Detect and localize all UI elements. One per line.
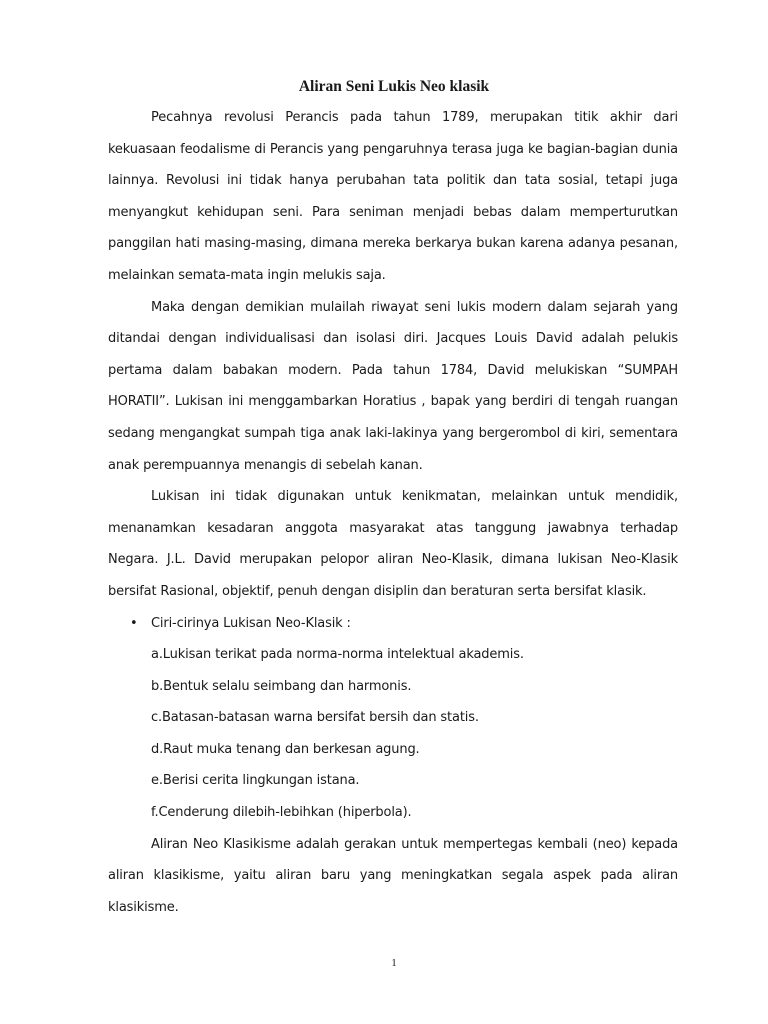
list-item: e.Berisi cerita lingkungan istana. <box>151 773 360 789</box>
document-title: Aliran Seni Lukis Neo klasik <box>298 78 490 95</box>
paragraph-closing: Aliran Neo Klasikisme adalah gerakan untuk mempertegas kembali (neo) kepada aliran klasikisme, yaitu aliran baru yang meningkatkan segala aspek pada aliran klasikisme. <box>108 836 678 915</box>
list-item: f.Cenderung dilebih-lebihkan (hiperbola). <box>151 805 412 821</box>
list-item: b.Bentuk selalu seimbang dan harmonis. <box>151 678 412 694</box>
list-heading: Ciri-cirinya Lukisan Neo-Klasik : <box>151 615 351 631</box>
paragraph-david: Maka dengan demikian mulailah riwayat seni lukis modern dalam sejarah yang ditandai dengan individualisasi dan isolasi diri. Jacques Louis David adalah pelukis pertama dalam babakan modern. Pada tahun 1784, David melukiskan “SUMPAH HORATII”. Lukisan ini menggambarkan Horatius , bapak yang berdiri di tengah ruangan sedang mengangkat sumpah tiga anak laki-lakinya yang bergerombol di kiri, sementara anak perempuannya menangis di sebelah kanan. <box>108 299 678 473</box>
list-heading-row <box>108 608 678 640</box>
paragraph-lukisan: Lukisan ini tidak digunakan untuk kenikmatan, melainkan untuk mendidik, menanamkan kesadaran anggota masyarakat atas tanggung jawabnya terhadap Negara. J.L. David merupakan pelopor aliran Neo-Klasik, dimana lukisan Neo-Klasik bersifat Rasional, objektif, penuh dengan disiplin dan beraturan serta bersifat klasik. <box>108 489 678 599</box>
paragraph-revolusi: Pecahnya revolusi Perancis pada tahun 1789, merupakan titik akhir dari kekuasaan feodalisme di Perancis yang pengaruhnya terasa juga ke bagian-bagian dunia lainnya. Revolusi ini tidak hanya perubahan tata politik dan tata sosial, tetapi juga menyangkut kehidupan seni. Para seniman menjadi bebas dalam memperturutkan panggilan hati masing-masing, dimana mereka berkarya bukan karena adanya pesanan, melainkan semata-mata ingin melukis saja. <box>108 110 678 283</box>
bullet-icon: • <box>130 615 138 631</box>
list-item: d.Raut muka tenang dan berkesan agung. <box>151 741 420 757</box>
list-item: c.Batasan-batasan warna bersifat bersih dan statis. <box>151 710 479 726</box>
document-body <box>108 102 678 923</box>
list-item: a.Lukisan terikat pada norma-norma intelektual akademis. <box>151 647 524 663</box>
page-number: 1 <box>391 957 397 969</box>
